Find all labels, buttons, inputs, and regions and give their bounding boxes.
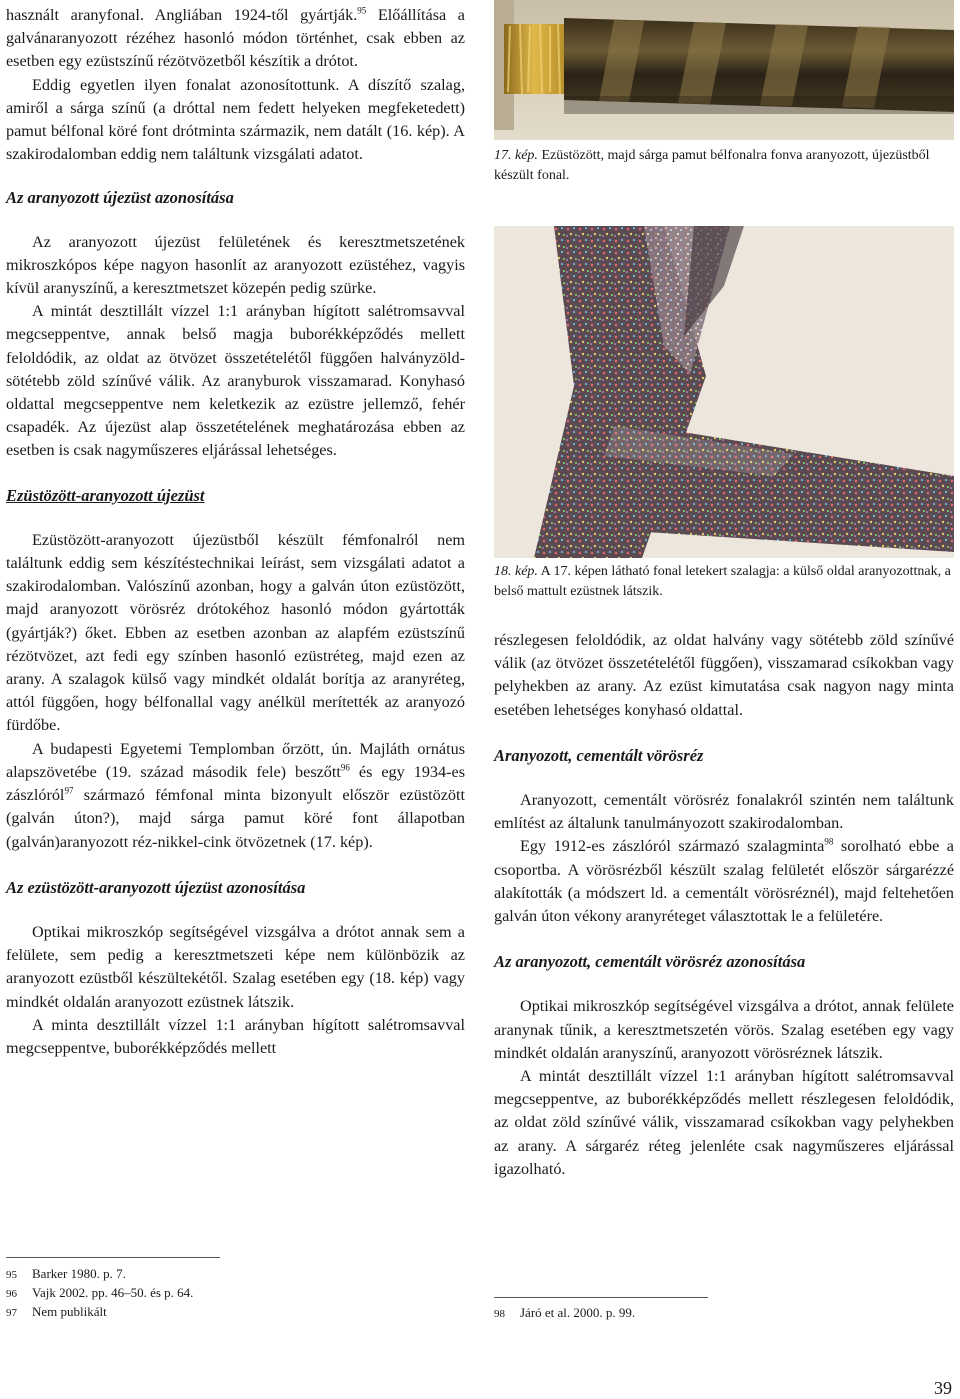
right-column-text (494, 629, 954, 1181)
section1-paragraph-1: Az aranyozott újezüst felületének és keresztmetszetének mikroszkópos képe nagyon hasonlít az aranyozott ezüstéhez, vagyis kívül aranyszínű, a keresztmetszet közepén pedig szürke. (6, 232, 465, 298)
section2-paragraph-1: Ezüstözött-aranyozott újezüstből készült fémfonalról nem találtunk eddig sem készítéstechnikai leírást, sem vizsgálati adatot a szakirodalomban. Valószínű azonban, hogy a galván úton ezüstözött, majd aranyozott vörösréz drótokéhoz hasonló módon gyártották (gyártják?) őket. Ebben az esetben azonban az alapfém ezüstszínű rézötvözet, azt fedi egy színben hasonló ezüstréteg, majd ezen az arany. A szalagok külső vagy mindkét oldalát borítja az aranyréteg, attól függően, hogy bélfonallal vagy anélkül merítették az aranyozó fürdőbe. (6, 530, 465, 735)
page-number: 39 (934, 1378, 952, 1398)
footnote-rule-right (494, 1297, 708, 1298)
heading-aranyozott-cementalt-vorosrez: Aranyozott, cementált vörösréz (494, 745, 704, 765)
footnote-95: 95 Barker 1980. p. 7. (6, 1266, 126, 1281)
photo-17-gilded-thread (494, 0, 954, 140)
photo-18-unwound-strip (494, 226, 954, 558)
caption-17-label: 17. kép. (494, 148, 538, 163)
heading-aranyozott-cementalt-vorosrez-azonositasa: Az aranyozott, cementált vörösréz azonosítása (494, 952, 806, 972)
photo-17-image (494, 0, 954, 140)
heading-ezustozott-aranyozott-ujezust: Ezüstözött-aranyozott újezüst (6, 485, 205, 505)
caption-18 (494, 562, 954, 601)
footnote-98: 98 Járó et al. 2000. p. 99. (494, 1305, 636, 1320)
caption-17 (494, 146, 954, 185)
right-paragraph-3: Egy 1912-es zászlóról származó szalagminta$^{98}$ sorolható ebbe a csoportba. A vörösrézből készült szalag felületét először sárgarézzé alakították (a módszert ld. a cementált vörösréznél), majd feltehetően galván úton vékony aranyréteget választottak le a felületére. (494, 837, 954, 926)
intro-text-rest: Előállítása a galvánaranyozott rézéhez hasonló módon történhet, csak ebben az esetben egy ezüstszínű rézötvözetből készítik a drótot. (6, 6, 465, 71)
right-paragraph-2: Aranyozott, cementált vörösréz fonalakról szintén nem találtunk említést az általunk tanulmányozott szakirodalomban. (494, 791, 954, 833)
intro-paragraph-2: Eddig egyetlen ilyen fonalat azonosítottunk. A díszítő szalag, amiről a sárga színű (a dróttal nem fedett helyeken megfeketedett) pamut bélfonal köré font drótminta származik, nem datált (16. kép). A szakirodalomban eddig nem találtunk vizsgálati adatot. (6, 75, 465, 164)
right-paragraph-4: Optikai mikroszkóp segítségével vizsgálva a drótot, annak felülete aranynak tűnik, a keresztmetszetén vörös. Szalag esetében egy vagy mindkét oldalán aranyszínű, aranyozott vörösréznek látszik. (494, 997, 954, 1062)
footnote-97: 97 Nem publikált (6, 1304, 107, 1319)
heading-ezustozott-aranyozott-ujezust-azonositasa: Az ezüstözött-aranyozott újezüst azonosítása (6, 877, 306, 897)
intro-paragraph-1 (6, 4, 465, 74)
footnote-ref-95[interactable]: 95 (357, 5, 367, 16)
footnote-rule-left (6, 1257, 220, 1258)
caption-17-text: Ezüstözött, majd sárga pamut bélfonalra fonva aranyozott, újezüstből készült fonal. (494, 148, 930, 183)
caption-18-label: 18. kép. (494, 564, 538, 579)
caption-18-text: A 17. képen látható fonal letekert szalagja: a külső oldal aranyozottnak, a belső mattult ezüstnek látszik. (494, 564, 951, 599)
photo-18-image (494, 226, 954, 558)
section2-paragraph-2: A budapesti Egyetemi Templomban őrzött, ún. Majláth ornátus alapszövetébe (19. század második fele) beszőtt$^{96}$ és egy 1934-es zászlóról$^{97}$ származó fémfonal minta bizonyult először ezüstözött (galván úton?), majd sárga pamut köré font állapotban (galván)aranyozott réz-nikkel-cink ötvözetnek (17. kép). (6, 739, 465, 851)
section3-paragraph-2: A minta desztillált vízzel 1:1 arányban hígított salétromsavval megcseppentve, buborékképződés mellett (6, 1015, 465, 1057)
section3-paragraph-1: Optikai mikroszkóp segítségével vizsgálva a drótot annak sem a felülete, sem pedig a keresztmetszeti képe nem különbözik az aranyozott ezüstből készültekétől. Szalag esetében egy (18. kép) vagy mindkét oldalán aranyozott ezüstnek látszik. (6, 922, 465, 1011)
section1-paragraph-2: A mintát desztillált vízzel 1:1 arányban hígított salétromsavval megcseppentve, annak belső magja buborékképződés mellett feloldódik, az oldat az ötvözet összetételétől függően halványzöld-sötétebb zöld színűvé válik. Az aranyburok visszamarad. Konyhasó oldattal megcseppentve nem keletkezik az ezüstre jellemző, fehér csapadék. Az újezüst alap összetételének meghatározása ebben az esetben is csak nagyműszeres eljárással lehetséges. (6, 302, 465, 460)
intro-text: használt aranyfonal. Angliában 1924-től gyártják. (6, 6, 358, 24)
footnote-ref-98[interactable]: 98 (824, 837, 834, 848)
footnote-ref-96[interactable]: 96 (340, 762, 350, 773)
right-paragraph-1: részlegesen feloldódik, az oldat halvány vagy sötétebb zöld színűvé válik (az ötvözet összetételétől függően), visszamarad csíkokban vagy pelyhekben az arany. Az ezüst kimutatása csak nagyon nagy minta esetében lehetséges konyhasó oldattal. (494, 631, 954, 719)
left-column (6, 0, 465, 1060)
footnote-ref-97[interactable]: 97 (64, 785, 74, 796)
footnote-96: 96 Vajk 2002. pp. 46–50. és p. 64. (6, 1285, 194, 1300)
right-paragraph-5: A mintát desztillált vízzel 1:1 arányban hígított salétromsavval megcseppentve, az buborékképződés mellett részlegesen feloldódik, az oldat zöld színűvé válik, visszamarad csíkokban vagy pelyhekben az arany. A sárgaréz réteg jelenléte csak nagyműszeres eljárással igazolható. (494, 1067, 954, 1178)
heading-aranyozott-ujezust-azonositasa: Az aranyozott újezüst azonosítása (6, 188, 234, 208)
